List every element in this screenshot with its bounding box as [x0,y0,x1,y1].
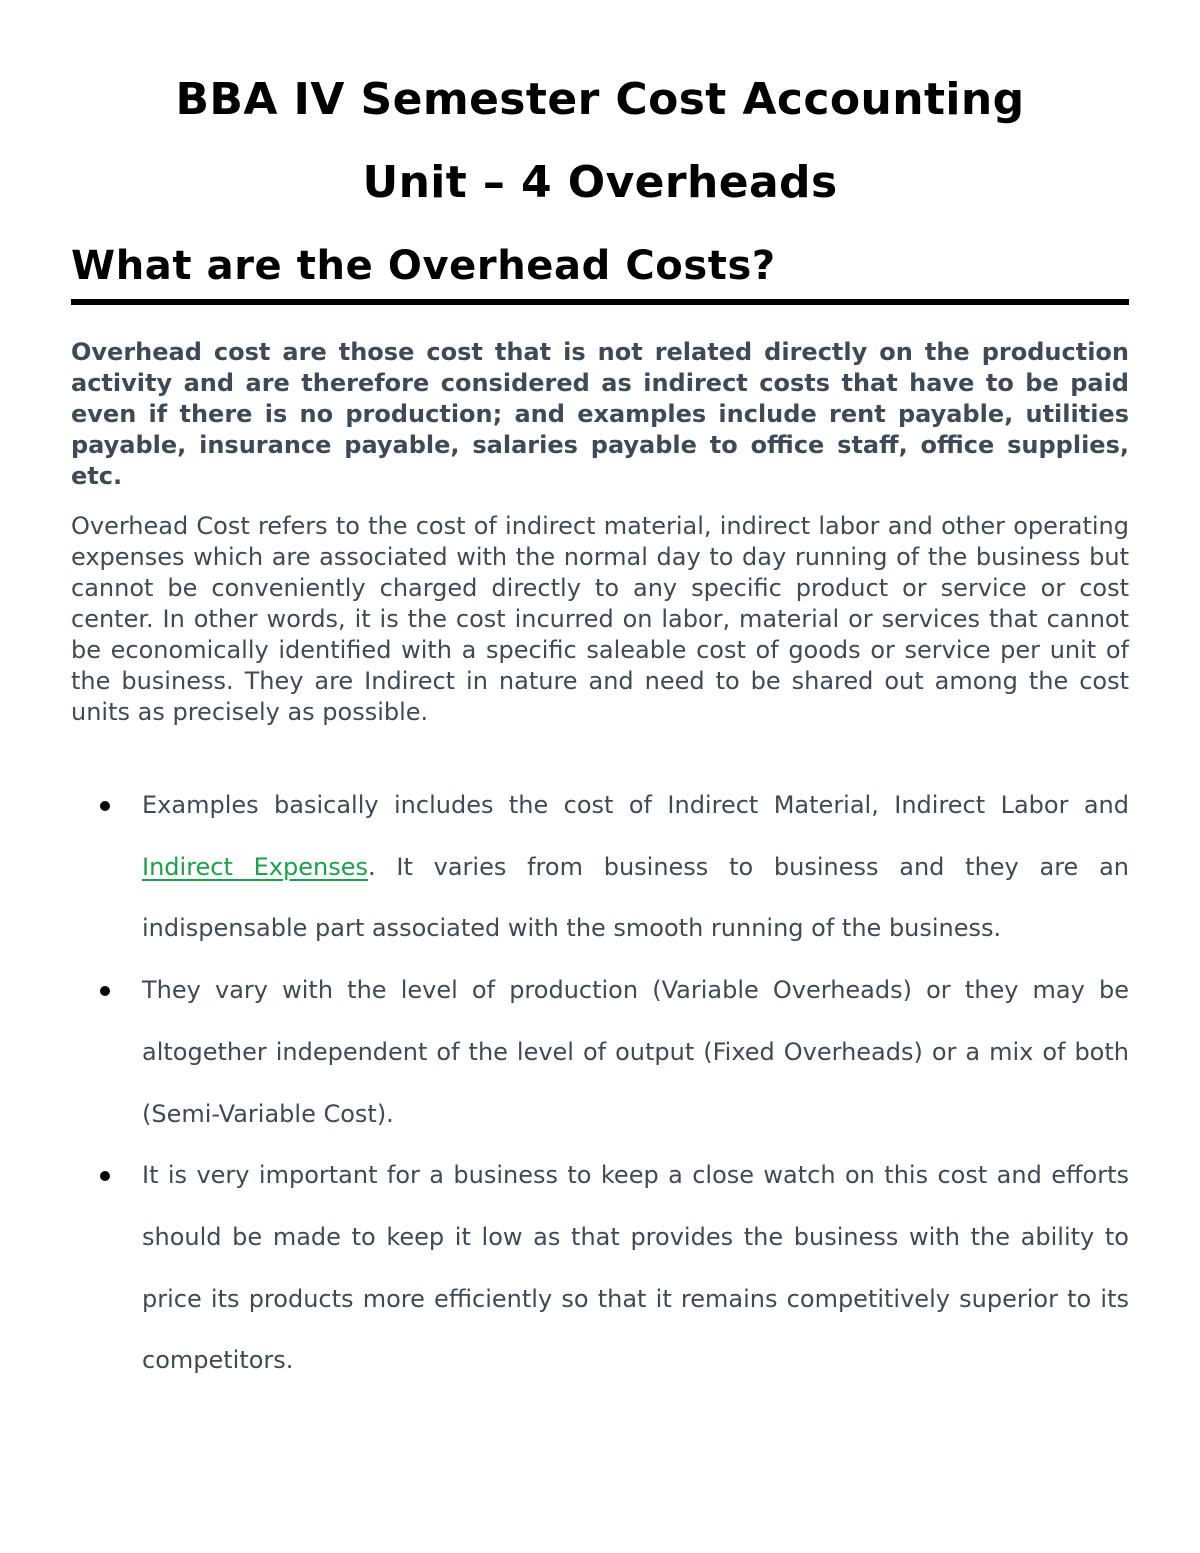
bullet-icon [100,986,110,996]
bold-intro-paragraph: Overhead cost are those cost that is not related directly on the production activity and are therefore considered as indirect costs that have to be paid even if there is no production; and examples include rent payable, utilities payable, insurance payable, salaries payable to office staff, office supplies, etc. [71,338,1129,490]
unit-title: Unit – 4 Overheads [362,157,838,208]
section-heading: What are the Overhead Costs? [71,243,776,289]
list-item [71,1145,1129,1392]
bullet-text-after-link: . It varies from business to business and they are an indispensable part associated with the smooth running of the business. [142,852,1129,943]
document-title: BBA IV Semester Cost Accounting [175,74,1025,125]
heading-divider [71,299,1129,305]
bullet-icon [100,1171,110,1181]
list-item [71,960,1129,1145]
bullet-text-before-link: Examples basically includes the cost of Indirect Material, Indirect Labor and [142,791,1129,819]
definition-paragraph: Overhead Cost refers to the cost of indirect material, indirect labor and other operating expenses which are associated with the normal day to day running of the business but cannot be conveniently charged directly to any specific product or service or cost center. In other words, it is the cost incurred on labor, material or services that cannot be economically identified with a specific saleable cost of goods or service per unit of the business. They are Indirect in nature and need to be shared out among the cost units as precisely as possible. [71,512,1129,726]
bullet-text: They vary with the level of production (Variable Overheads) or they may be altogether independent of the level of output (Fixed Overheads) or a mix of both (Semi-Variable Cost). [142,976,1129,1128]
list-item [71,775,1129,960]
bullet-list [71,775,1129,1392]
bullet-icon [100,801,110,811]
bullet-text: It is very important for a business to keep a close watch on this cost and efforts should be made to keep it low as that provides the business with the ability to price its products more efficiently so that it remains competitively superior to its competitors. [142,1161,1129,1375]
indirect-expenses-link[interactable]: Indirect Expenses [142,852,369,881]
